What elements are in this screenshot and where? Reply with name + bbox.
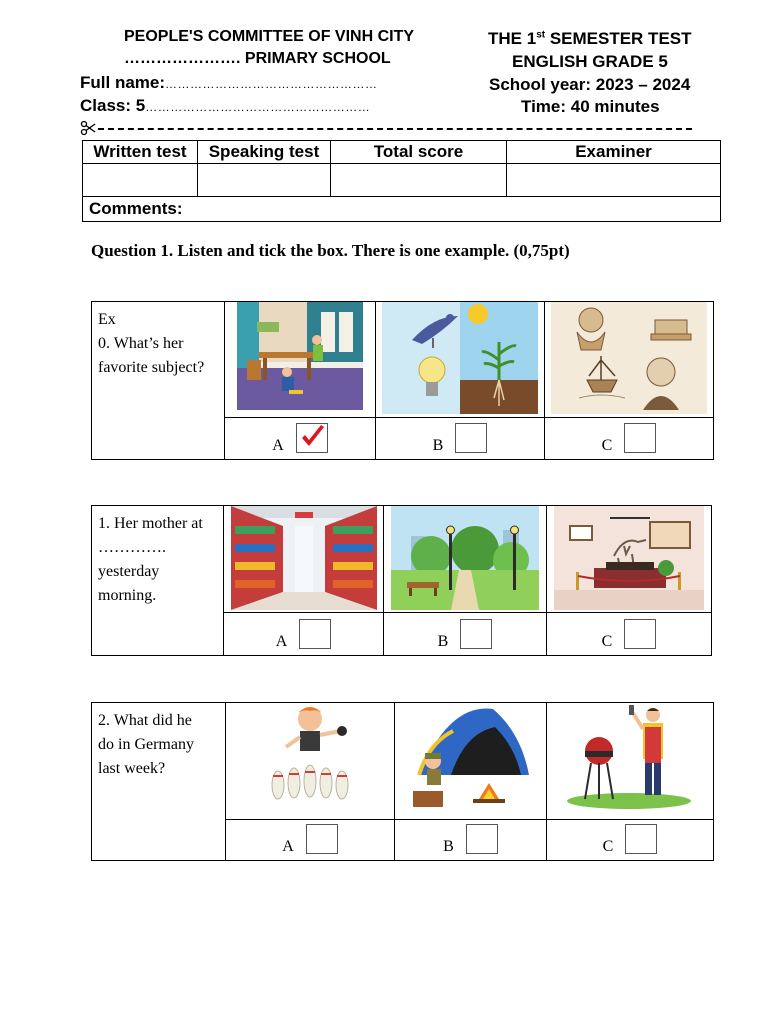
red-checkmark-icon [297, 424, 327, 452]
question-line: 1. Her mother at [98, 515, 203, 532]
item-1-question-text [92, 506, 224, 656]
class-field[interactable]: ……………………………………………… [145, 100, 371, 114]
full-name-field[interactable]: …………………………………………… [165, 77, 378, 91]
classroom-image [237, 302, 363, 410]
tick-box[interactable] [624, 423, 656, 453]
question-line: 2. What did he [98, 712, 192, 729]
total-score-header: Total score [331, 141, 507, 164]
question-line: favorite subject? [98, 359, 205, 376]
option-c[interactable] [547, 820, 714, 861]
question-line: Ex [98, 311, 116, 328]
tick-box[interactable] [466, 824, 498, 854]
question-1-item-2 [91, 702, 714, 861]
test-title-post: SEMESTER TEST [545, 29, 692, 48]
test-title-sup: st [536, 29, 546, 41]
option-letter: B [437, 633, 449, 650]
time-limit: Time: 40 minutes [521, 97, 660, 116]
option-letter: C [602, 838, 614, 855]
option-letter: C [601, 633, 613, 650]
museum-image [554, 506, 704, 610]
speaking-test-header: Speaking test [198, 141, 331, 164]
bowling-image [264, 703, 356, 805]
tick-box[interactable] [625, 824, 657, 854]
option-b-picture [384, 506, 547, 613]
written-test-cell[interactable] [83, 164, 198, 197]
option-letter: A [275, 633, 288, 650]
tick-box[interactable] [455, 423, 487, 453]
option-letter: B [432, 437, 444, 454]
question-line: do in Germany [98, 736, 194, 753]
scissors-icon [80, 120, 96, 141]
option-c[interactable] [547, 613, 712, 656]
barbecue-image [563, 703, 697, 813]
cut-line [98, 128, 692, 130]
option-a[interactable] [224, 613, 384, 656]
question-line: morning. [98, 587, 157, 604]
option-c[interactable] [545, 418, 714, 460]
examiner-header: Examiner [507, 141, 721, 164]
option-c-picture [547, 506, 712, 613]
total-score-cell[interactable] [331, 164, 507, 197]
option-letter: A [272, 437, 284, 454]
test-title-pre: THE 1 [488, 29, 537, 48]
option-letter: A [282, 838, 294, 855]
school-name: …………………. PRIMARY SCHOOL [124, 50, 391, 67]
class-label: Class: 5 [80, 96, 146, 115]
tick-box[interactable] [624, 619, 656, 649]
committee-name: PEOPLE'S COMMITTEE OF VINH CITY [124, 28, 415, 45]
option-c-picture [547, 703, 714, 820]
question-1-item-1 [91, 505, 712, 656]
comments-cell[interactable] [83, 197, 721, 222]
option-letter: C [601, 437, 613, 454]
school-year: School year: 2023 – 2024 [489, 75, 691, 94]
park-image [391, 506, 539, 610]
full-name-label: Full name: [80, 73, 166, 92]
question-line: last week? [98, 760, 166, 777]
option-b[interactable] [376, 418, 545, 460]
option-b[interactable] [395, 820, 547, 861]
tick-box[interactable] [306, 824, 338, 854]
tick-box[interactable] [299, 619, 331, 649]
option-b-picture [395, 703, 547, 820]
full-name-row [80, 73, 378, 93]
option-b-picture [376, 302, 545, 418]
option-a-picture [225, 302, 376, 418]
tick-box-checked[interactable] [296, 423, 328, 453]
question-line: yesterday [98, 563, 160, 580]
option-b[interactable] [384, 613, 547, 656]
option-a[interactable] [226, 820, 395, 861]
example-question-text [92, 302, 225, 460]
science-image [382, 302, 538, 414]
option-a[interactable] [225, 418, 376, 460]
supermarket-image [231, 506, 377, 610]
option-letter: B [443, 838, 454, 855]
question-line: 0. What’s her [98, 335, 184, 352]
comments-label: Comments: [89, 199, 183, 218]
item-2-question-text [92, 703, 226, 861]
grade-label: ENGLISH GRADE 5 [512, 52, 668, 71]
examiner-cell[interactable] [507, 164, 721, 197]
score-table [82, 140, 721, 222]
example-question [91, 301, 714, 460]
camping-image [409, 703, 533, 813]
question-line: …………. [98, 539, 166, 556]
test-title [488, 29, 692, 49]
option-a-picture [226, 703, 395, 820]
option-c-picture [545, 302, 714, 418]
history-image [551, 302, 707, 414]
speaking-test-cell[interactable] [198, 164, 331, 197]
question-1-title: Question 1. Listen and tick the box. There is one example. (0,75pt) [91, 241, 570, 260]
tick-box[interactable] [460, 619, 492, 649]
option-a-picture [224, 506, 384, 613]
written-test-header: Written test [83, 141, 198, 164]
class-row [80, 96, 370, 116]
